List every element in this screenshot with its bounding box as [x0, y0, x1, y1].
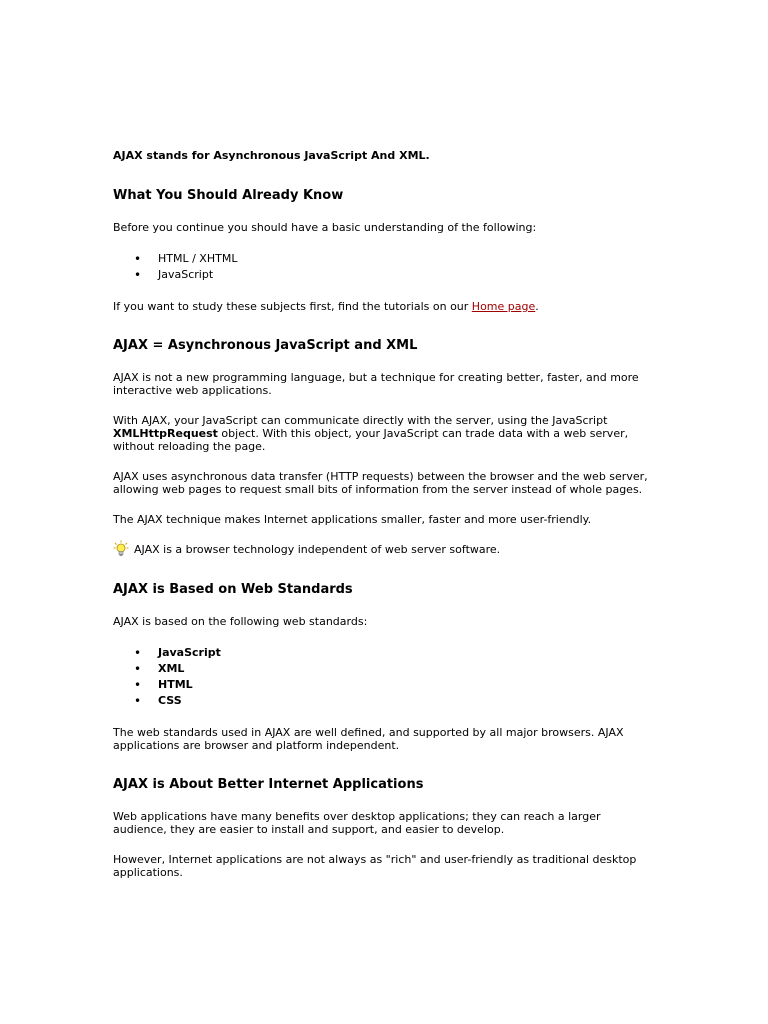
prerequisites-lead: Before you continue you should have a basic understanding of the following: [113, 221, 537, 234]
p2-text-start: With AJAX, your JavaScript can communicate directly with the server, using the JavaScript [113, 414, 608, 427]
bullet-icon: • [134, 662, 142, 676]
p2-text-end: object. With this object, your JavaScript can trade data with a web server, without reloading the page. [113, 427, 629, 453]
lightbulb-icon [113, 540, 129, 558]
list-item-label: HTML / XHTML [158, 252, 238, 265]
web-standards-list [113, 645, 653, 709]
list-item-label: HTML [158, 678, 193, 691]
bullet-icon: • [134, 694, 142, 708]
ajax-definition-paragraph-1: AJAX is not a new programming language, but a technique for creating better, faster, and more interactive web applications. [113, 371, 639, 397]
intro-text: AJAX stands for Asynchronous JavaScript And XML. [113, 149, 430, 162]
bullet-icon: • [134, 646, 142, 660]
document-page [113, 149, 653, 879]
bullet-icon: • [134, 252, 142, 266]
list-item-label: JavaScript [158, 646, 221, 659]
list-item [113, 645, 653, 661]
list-item-label: JavaScript [158, 268, 214, 281]
ajax-definition-paragraph-2 [113, 414, 653, 453]
study-first-period: . [535, 300, 539, 313]
list-item-label: CSS [158, 694, 182, 707]
section-heading-web-standards: AJAX is Based on Web Standards [113, 582, 353, 597]
web-standards-paragraph: The web standards used in AJAX are well defined, and supported by all major browsers. AJAX applications are browser and platform independent. [113, 726, 624, 752]
better-applications-paragraph-1: Web applications have many benefits over desktop applications; they can reach a larger audience, they are easier to install and support, and easier to develop. [113, 810, 601, 836]
ajax-definition-paragraph-3: AJAX uses asynchronous data transfer (HTTP requests) between the browser and the web server, allowing web pages to request small bits of information from the server instead of whole pages. [113, 470, 648, 496]
section-heading-better-applications: AJAX is About Better Internet Applications [113, 777, 424, 792]
list-item [113, 693, 653, 709]
xmlhttprequest-term: XMLHttpRequest [113, 427, 218, 440]
bullet-icon: • [134, 268, 142, 282]
web-standards-lead: AJAX is based on the following web standards: [113, 615, 368, 628]
list-item [113, 251, 653, 267]
prerequisites-list [113, 251, 653, 283]
tip-text: AJAX is a browser technology independent of web server software. [134, 543, 501, 556]
bullet-icon: • [134, 678, 142, 692]
list-item-label: XML [158, 662, 185, 675]
study-first-paragraph [113, 300, 653, 313]
section-heading-ajax-definition: AJAX = Asynchronous JavaScript and XML [113, 338, 418, 353]
section-heading-prerequisites: What You Should Already Know [113, 188, 344, 203]
ajax-definition-paragraph-4: The AJAX technique makes Internet applications smaller, faster and more user-friendly. [113, 513, 592, 526]
better-applications-paragraph-2: However, Internet applications are not always as "rich" and user-friendly as traditional desktop applications. [113, 853, 637, 879]
list-item [113, 661, 653, 677]
list-item [113, 267, 653, 283]
home-page-link[interactable]: Home page [471, 300, 536, 313]
study-first-text: If you want to study these subjects first, find the tutorials on our [113, 300, 472, 313]
list-item [113, 677, 653, 693]
tip-note [113, 543, 653, 557]
